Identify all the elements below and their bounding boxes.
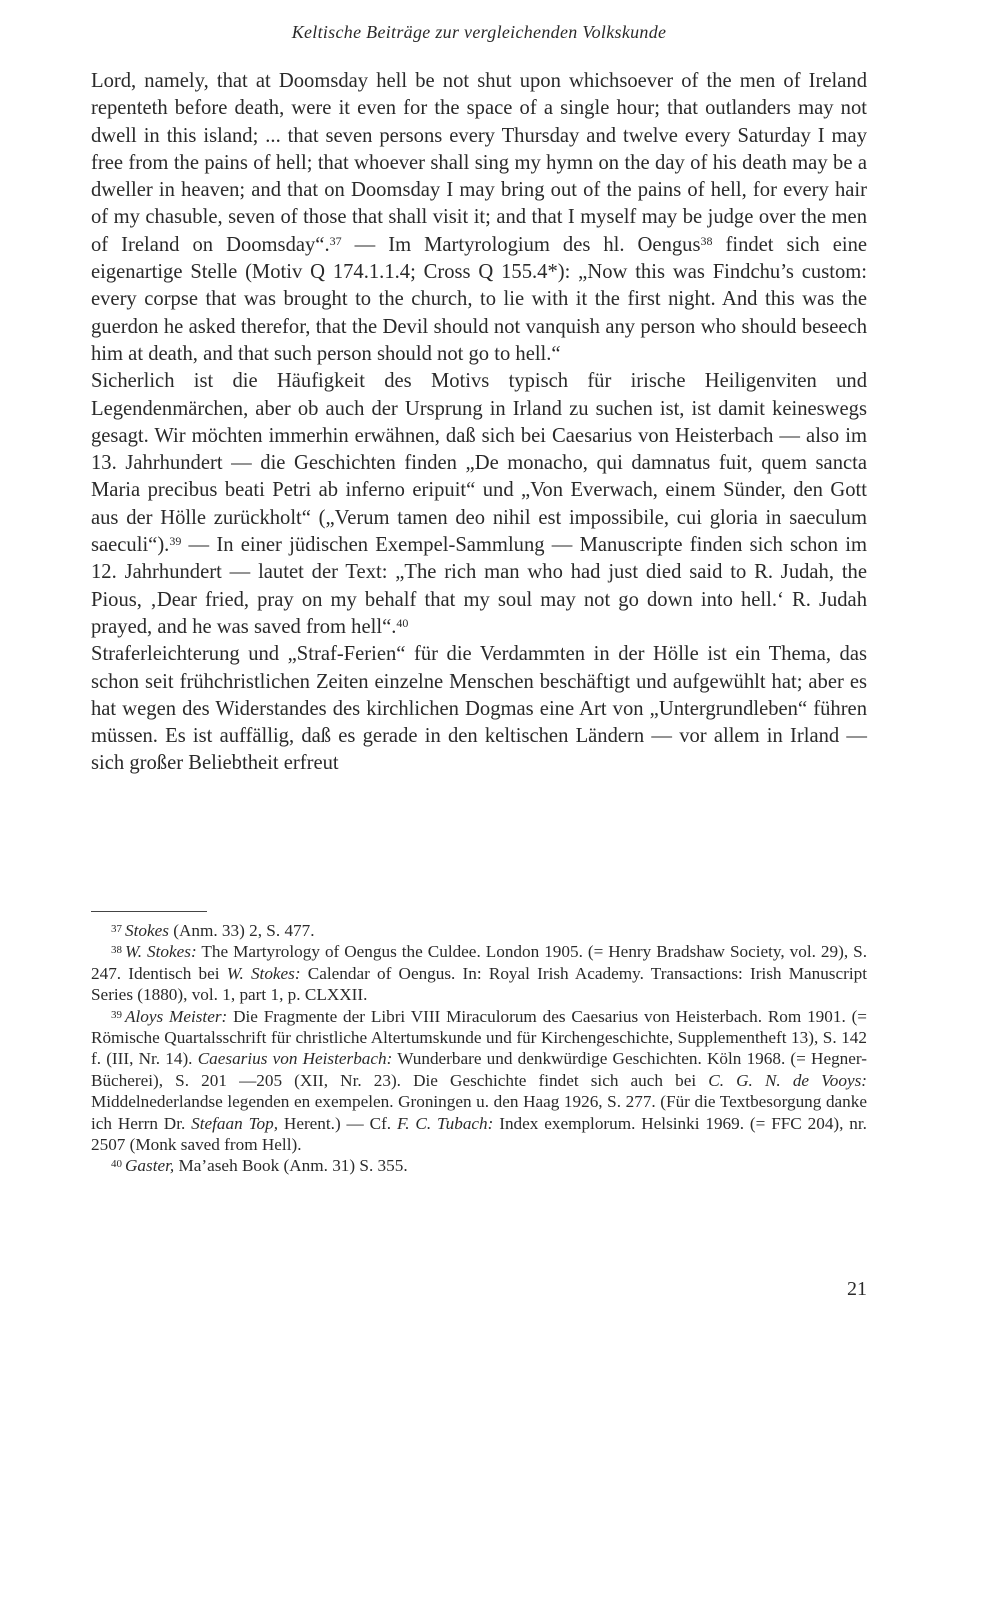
footnote-number: 38 xyxy=(111,944,122,957)
footnote-text: (Anm. 33) 2, S. 477. xyxy=(168,921,315,940)
footnote-40 xyxy=(91,1155,867,1176)
paragraph-1-text-a: Lord, namely, that at Doomsday hell be not shut upon whichsoever of the men of Ireland repenteth before death, were it even for the space of a single hour; that outlanders may not dwell in this island; ... that seven persons every Thursday and twelve every Saturday I may free from the pains of hell; that whoever shall sing my hymn on the day of his death may be a dweller in heaven; and that on Doomsday I may bring out of the pains of hell, for every hair of my chasuble, seven of those that shall visit it; and that I myself may be judge over the men of Ireland on Doomsday“. xyxy=(91,70,867,256)
footnote-number: 39 xyxy=(111,1008,122,1021)
footnote-author: Stokes xyxy=(125,921,169,940)
footnote-text: Calendar of Oengus. In: Royal Irish Academy. Transactions: Irish Manuscript Series (1880), vol. 1, part 1, p. CLXXII. xyxy=(91,963,867,1005)
footnote-39 xyxy=(91,1006,867,1156)
footnote-author: W. Stokes: xyxy=(226,963,301,983)
footnote-author: Stefaan Top, xyxy=(191,1113,279,1133)
paragraph-3 xyxy=(91,641,867,777)
footnote-ref-37: 37 xyxy=(329,233,342,248)
footnote-author: Caesarius von Heisterbach: xyxy=(197,1049,393,1069)
paragraph-1 xyxy=(91,68,867,368)
footnote-author: F. C. Tubach: xyxy=(396,1113,494,1133)
footnote-author: W. Stokes: xyxy=(125,942,197,962)
footnote-37 xyxy=(91,920,867,941)
paragraph-2-text-b: — In einer jüdischen Exempel-Sammlung — Manuscripte finden sich schon im 12. Jahrhundert — lautet der Text: „The rich man who had just died said to R. Judah, the Pious, ‚Dear fried, pray on my behalf that my soul may not go down into hell.‘ R. Judah prayed, and he was saved from hell“. xyxy=(91,534,867,638)
footnote-text: Herent.) — Cf. xyxy=(278,1113,397,1133)
paragraph-2-text-a: Sicherlich ist die Häufigkeit des Motivs typisch für irische Heiligenviten und Legendenmärchen, aber ob auch der Ursprung in Irland zu suchen ist, ist damit keineswegs gesagt. Wir möchten immerhin erwähnen, daß sich bei Caesarius von Heisterbach — also im 13. Jahrhundert — die Geschichten finden „De monacho, qui damnatus fuit, quem sancta Maria precibus beati Petri ab inferno eripuit“ und „Von Everwach, einem Sünder, den Gott aus der Hölle zurückholt“ („Verum tamen deo nihil est impossibile, cui gloria in saeculum saeculi“). xyxy=(91,370,867,557)
footnote-separator xyxy=(91,911,207,912)
body-text xyxy=(91,68,867,778)
footnote-ref-38: 38 xyxy=(700,233,713,248)
footnote-text: Die Fragmente der Libri VIII Miraculorum des Caesarius von Heisterbach. Rom 1901. (= Römische Quartalsschrift für christliche Altertumskunde und für Kirchengeschichte, Supplementheft 13), S. 142 f. (III, Nr. 14). xyxy=(91,1006,867,1069)
footnote-text: The Martyrology of Oengus the Culdee. London 1905. (= Henry Bradshaw Society, vol. 29), S. 247. Identisch bei xyxy=(91,942,867,983)
footnote-author: Aloys Meister: xyxy=(125,1006,228,1026)
paragraph-1-text-c: findet sich eine eigenartige Stelle (Motiv Q 174.1.1.4; Cross Q 155.4*): „Now this was Findchu’s custom: every corpse that was brought to the church, to lie with it the first night. And this was the guerdon he asked therefor, that the Devil should not vanquish any person who should beseech him at death, and that such person should not go to hell.“ xyxy=(91,233,868,365)
footnote-number: 40 xyxy=(111,1158,122,1171)
paragraph-3-text-a: Straferleichterung und „Straf-Ferien“ für die Verdammten in der Hölle ist ein Thema, das schon seit frühchristlichen Zeiten einzelne Menschen beschäftigt und aufgewühlt hat; aber es hat wegen des Widerstandes des kirchlichen Dogmas eine Art von „Untergrundleben“ führen müssen. Es ist auffällig, daß es gerade in den keltischen Ländern — vor allem in Irland — sich großer Beliebtheit erfreut xyxy=(91,643,867,775)
running-head: Keltische Beiträge zur vergleichenden Volkskunde xyxy=(291,22,667,42)
footnotes xyxy=(91,920,867,1177)
footnote-text: Wunderbare und denkwürdige Geschichten. Köln 1968. (= Hegner-Bücherei), S. 201 —205 (XII, Nr. 23). Die Geschichte findet sich auch bei xyxy=(91,1049,867,1090)
paragraph-1-text-b: — Im Martyrologium des hl. Oengus xyxy=(341,233,701,256)
paragraph-2 xyxy=(91,368,867,641)
footnote-text: Index exemplorum. Helsinki 1969. (= FFC 204), nr. 2507 (Monk saved from Hell). xyxy=(91,1113,867,1155)
footnote-text: Ma’aseh Book (Anm. 31) S. 355. xyxy=(174,1156,408,1176)
footnote-text: Middelnederlandse legenden en exempelen. Groningen u. den Haag 1926, S. 277. (Für die Textbesorgung danke ich Herrn Dr. xyxy=(91,1092,867,1133)
footnote-author: C. G. N. de Vooys: xyxy=(708,1070,868,1090)
footnote-author: Gaster, xyxy=(125,1156,175,1176)
footnote-ref-39: 39 xyxy=(169,534,182,549)
footnote-ref-40: 40 xyxy=(396,615,409,630)
page-number: 21 xyxy=(847,1278,867,1300)
footnote-38 xyxy=(91,941,867,1005)
footnote-number: 37 xyxy=(111,923,122,935)
